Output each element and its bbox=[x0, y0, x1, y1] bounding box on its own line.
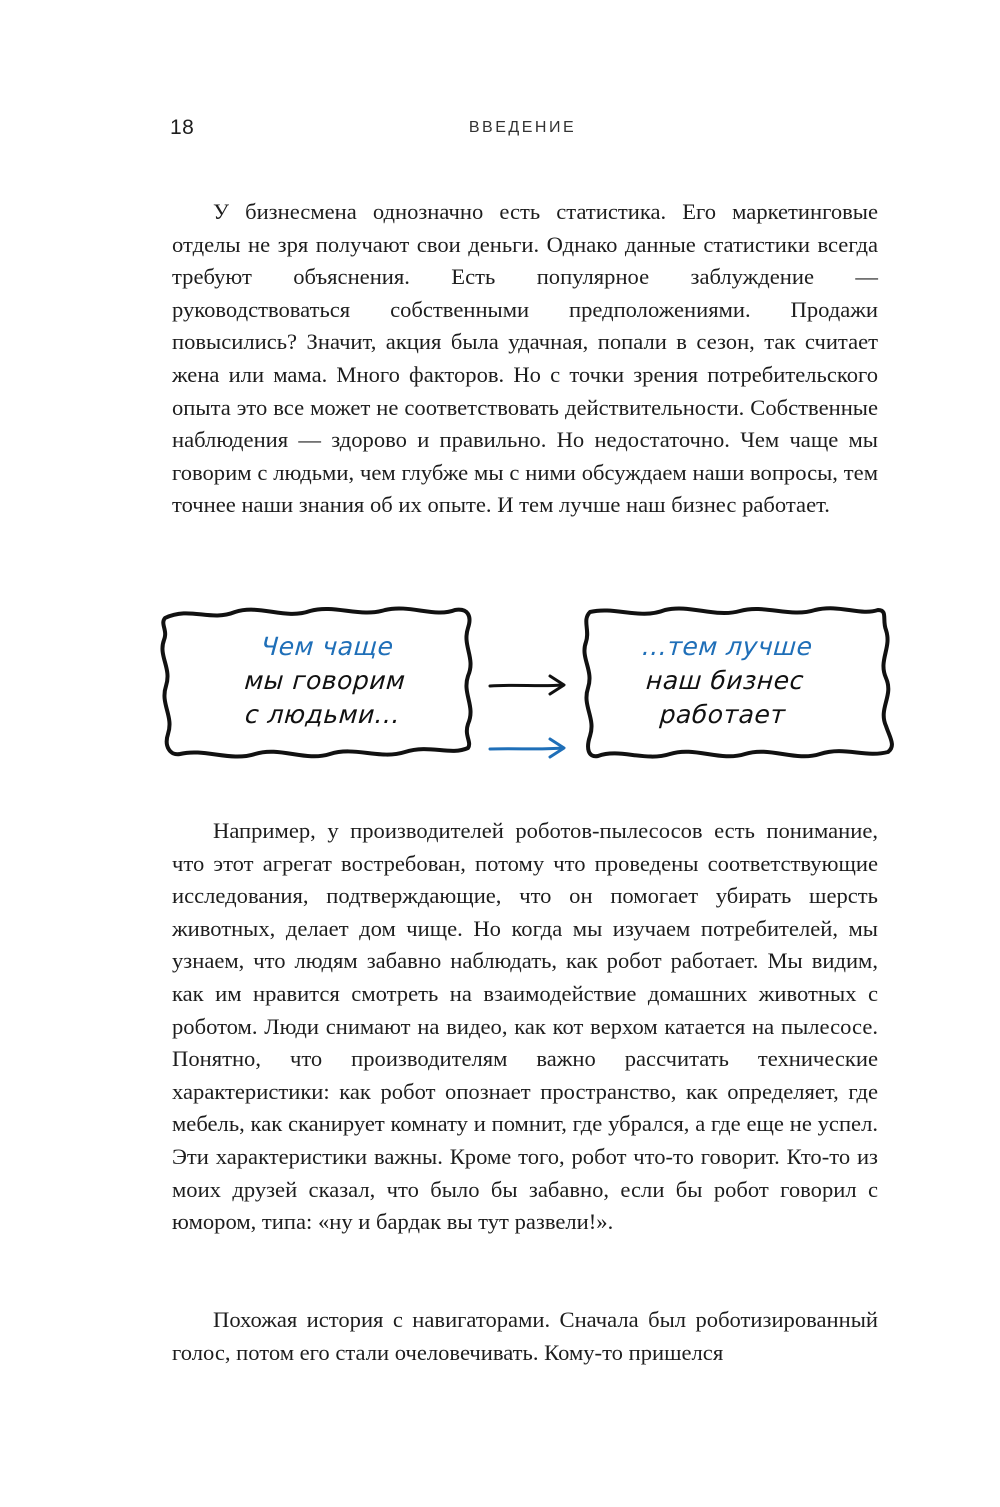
left-bubble-line-3: с людьми... bbox=[244, 700, 402, 729]
right-bubble-line-3: работает bbox=[658, 700, 787, 729]
running-head: ВВЕДЕНИЕ bbox=[468, 119, 577, 136]
left-bubble-line-2: мы говорим bbox=[243, 666, 407, 695]
right-bubble-line-1: ...тем лучше bbox=[641, 632, 814, 661]
page-number: 18 bbox=[170, 116, 195, 139]
body-paragraph: Например, у производителей роботов-пылесосов есть понимание, что этот агрегат востребован, потому что проведены соответствующие исследования, подтверждающие, что он помогает убирать шерсть животных, делает дом чище. Но когда мы изучаем потребителей, мы узнаем, что людям забавно наблюдать, как робот работает. Мы видим, как им нравится смотреть на взаимодействие домашних животных с роботом. Люди снимают на видео, как кот верхом катается на пылесосе. Понятно, что производителям важно рассчитать технические характеристики: как робот опознает пространство, как определяет, где мебель, как сканирует комнату и помнит, где убрался, а где еще не успел. Эти характеристики важны. Кроме того, робот что-то говорит. Кто-то из моих друзей сказал, что было бы забавно, если бы робот говорил с юмором, типа: «ну и бардак вы тут развели!». bbox=[172, 818, 878, 1235]
body-paragraph: Похожая история с навигаторами. Сначала был роботизированный голос, потом его стали очеловечивать. Кому-то пришелся bbox=[172, 1307, 878, 1365]
body-paragraph: У бизнесмена однозначно есть статистика. Его маркетинговые отделы не зря получают свои деньги. Однако данные статистики всегда требуют объяснения. Есть популярное заблуждение — руководствоваться собственными предположениями. Продажи повысились? Значит, акция была удачная, попали в сезон, так считает жена или мама. Много факторов. Но с точки зрения потребительского опыта это все может не соответствовать действительности. Собственные наблюдения — здорово и правильно. Но недостаточно. Чем чаще мы говорим с людьми, чем глубже мы с ними обсуждаем наши вопросы, тем точнее наши знания об их опыте. И тем лучше наш бизнес работает. bbox=[172, 199, 878, 518]
blue-arrow bbox=[490, 748, 562, 749]
left-bubble-text bbox=[221, 630, 428, 732]
right-bubble-text bbox=[621, 630, 828, 732]
comparison-illustration bbox=[150, 596, 910, 786]
left-bubble-line-1: Чем чаще bbox=[260, 632, 395, 661]
black-arrow bbox=[490, 685, 562, 686]
right-bubble-line-2: наш бизнес bbox=[645, 666, 806, 695]
